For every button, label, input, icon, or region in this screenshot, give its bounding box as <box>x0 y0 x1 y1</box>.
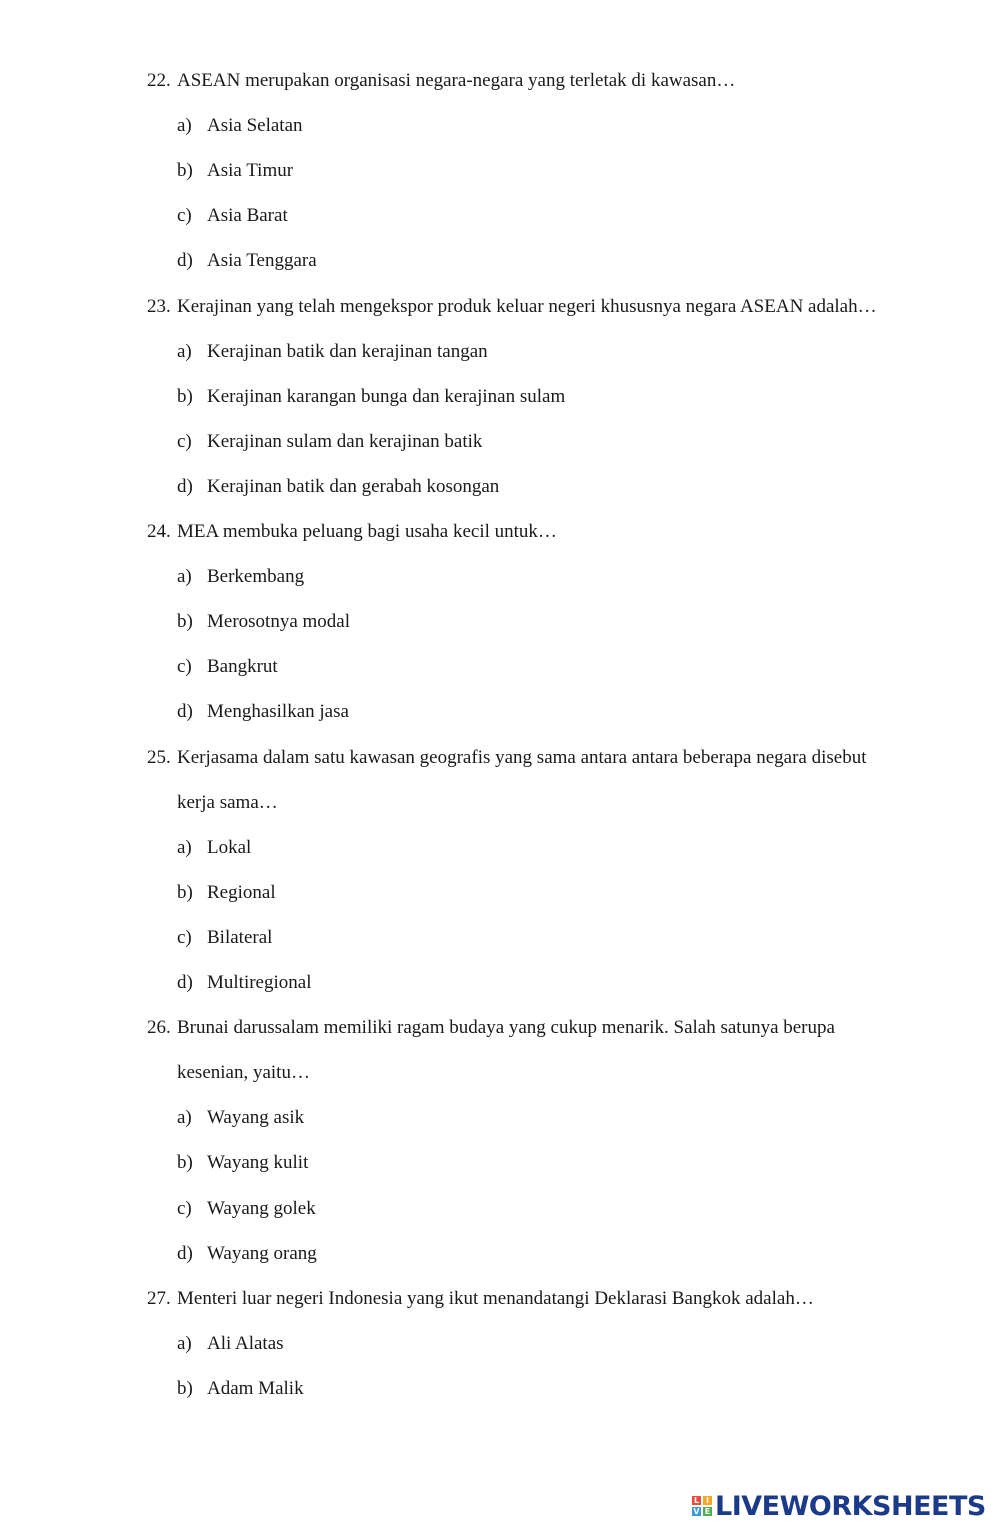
option-letter: c) <box>177 656 192 678</box>
question-text: Kerajinan yang telah mengekspor produk keluar negeri khususnya negara ASEAN adalah… <box>177 295 877 317</box>
question-text: Kerjasama dalam satu kawasan geografis yang sama antara antara beberapa negara disebut <box>177 746 867 768</box>
option-letter: b) <box>177 611 193 633</box>
option-letter: d) <box>177 972 193 993</box>
question-text: kerja sama… <box>177 791 278 813</box>
logo-tile: E <box>704 1507 711 1516</box>
option-letter: a) <box>177 340 192 362</box>
option-letter: b) <box>177 160 193 182</box>
option-text: Bilateral <box>207 926 273 948</box>
option-letter: b) <box>177 1377 193 1399</box>
option-text: Wayang kulit <box>207 1152 309 1174</box>
option-text: Wayang golek <box>207 1197 316 1219</box>
option-text: Multiregional <box>207 972 312 993</box>
option-text: Kerajinan batik dan kerajinan tangan <box>207 340 488 362</box>
option-text: Asia Selatan <box>207 115 303 137</box>
option-text: Menghasilkan jasa <box>207 701 349 723</box>
option-text: Kerajinan karangan bunga dan kerajinan sulam <box>207 385 566 407</box>
question-number: 22. <box>147 70 171 91</box>
logo-tiles-icon <box>692 1496 712 1516</box>
question-number: 24. <box>147 521 171 542</box>
option-letter: d) <box>177 250 193 272</box>
option-text: Bangkrut <box>207 656 278 678</box>
logo-tile: I <box>703 1496 712 1505</box>
option-text: Berkembang <box>207 566 305 588</box>
option-letter: d) <box>177 1242 193 1264</box>
option-letter: c) <box>177 1197 192 1219</box>
option-text: Kerajinan sulam dan kerajinan batik <box>207 430 483 452</box>
question-text: Menteri luar negeri Indonesia yang ikut menandatangi Deklarasi Bangkok adalah… <box>177 1287 814 1309</box>
option-letter: c) <box>177 205 192 227</box>
question-text: kesenian, yaitu… <box>177 1062 310 1084</box>
option-letter: b) <box>177 385 193 407</box>
question-text: MEA membuka peluang bagi usaha kecil untuk… <box>177 521 557 542</box>
option-text: Adam Malik <box>207 1377 304 1399</box>
option-letter: a) <box>177 115 192 137</box>
option-letter: c) <box>177 926 192 948</box>
option-letter: b) <box>177 1152 193 1174</box>
option-text: Asia Tenggara <box>207 250 317 272</box>
question-text: ASEAN merupakan organisasi negara-negara yang terletak di kawasan… <box>177 70 736 91</box>
option-letter: d) <box>177 475 193 497</box>
question-text: Brunai darussalam memiliki ragam budaya yang cukup menarik. Salah satunya berupa <box>177 1017 835 1039</box>
option-letter: a) <box>177 1107 192 1129</box>
option-letter: d) <box>177 701 193 723</box>
option-text: Asia Barat <box>207 205 288 227</box>
option-text: Merosotnya modal <box>207 611 351 633</box>
option-text: Wayang asik <box>207 1107 305 1129</box>
option-text: Lokal <box>207 836 252 858</box>
question-number: 23. <box>147 295 171 317</box>
option-letter: a) <box>177 566 192 588</box>
logo-tile: L <box>693 1496 700 1505</box>
question-number: 26. <box>147 1017 171 1039</box>
logo-wordmark: LIVEWORKSHEETS <box>715 1490 986 1522</box>
logo-tile: V <box>693 1507 700 1516</box>
option-text: Wayang orang <box>207 1242 317 1264</box>
option-letter: b) <box>177 881 193 903</box>
question-number: 25. <box>147 746 171 768</box>
liveworksheets-logo[interactable] <box>692 1490 992 1522</box>
option-letter: a) <box>177 1332 192 1354</box>
option-letter: c) <box>177 430 192 452</box>
option-text: Kerajinan batik dan gerabah kosongan <box>207 475 500 497</box>
question-number: 27. <box>147 1287 171 1309</box>
option-text: Ali Alatas <box>207 1332 284 1354</box>
option-text: Asia Timur <box>207 160 294 182</box>
option-letter: a) <box>177 836 192 858</box>
option-text: Regional <box>207 881 276 903</box>
